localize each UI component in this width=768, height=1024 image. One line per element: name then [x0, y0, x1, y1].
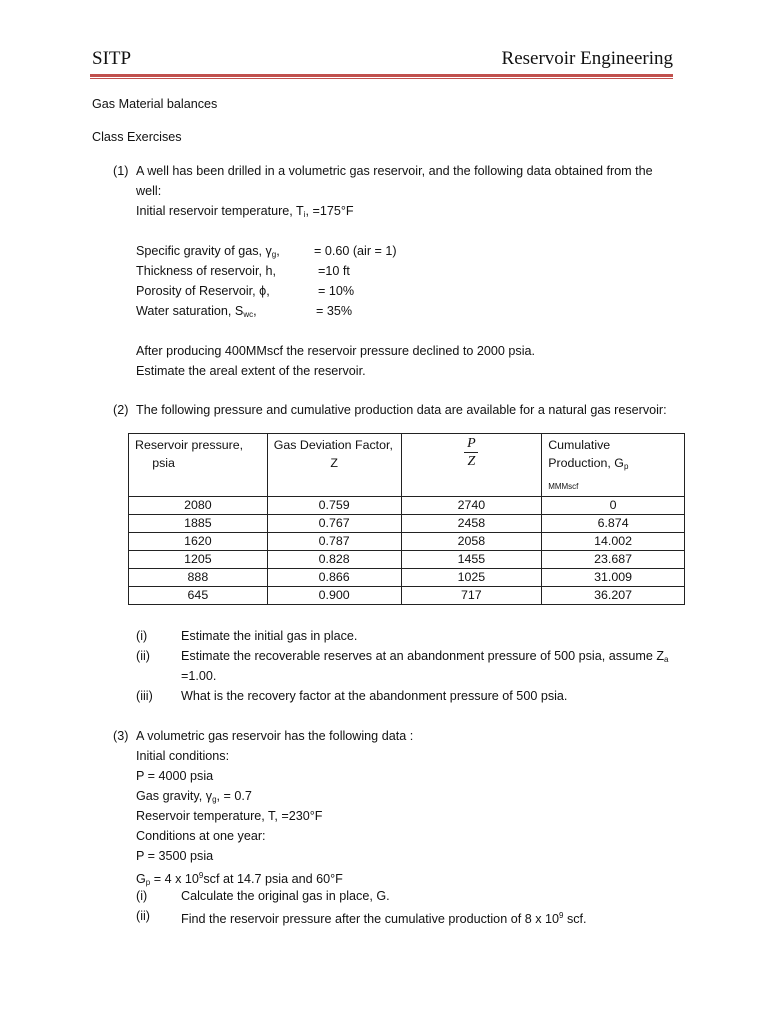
q3-number: (3) [113, 729, 129, 743]
q2-subq-number: (i) [136, 629, 148, 643]
doc-subtitle: Class Exercises [92, 130, 182, 144]
q1-after-line2: Estimate the areal extent of the reservoir. [136, 364, 366, 378]
q3-gp: $G_p = 4$ x $10^9scf$ at 14.7 psia and 60°F [136, 871, 343, 887]
q3-temperature: Reservoir temperature, T, =230°F [136, 809, 323, 823]
q3-subq-number: (ii) [136, 909, 150, 923]
q3-initial-label: Initial conditions: [136, 749, 230, 763]
col-header-z: Gas Deviation Factor, Z [267, 434, 401, 497]
header-rule-thick [90, 74, 673, 77]
q2-subq-text: Estimate the recoverable reserves at an abandonment pressure of 500 psia, assume $Z_a$ [181, 649, 669, 664]
page-header [92, 48, 673, 74]
col-header-cumulative: Cumulative Production, $G_p$ MMMscf [542, 434, 685, 497]
table-row: 888 0.866 1025 31.009 [129, 569, 685, 587]
q1-param-label: Specific gravity of gas, $\gamma_g$, [136, 244, 280, 259]
header-left: SITP [92, 48, 132, 69]
q2-number: (2) [113, 403, 129, 417]
q3-year-pressure: P = 3500 psia [136, 849, 214, 863]
q3-subq-text: Calculate the original gas in place, G. [181, 889, 390, 903]
col-header-pressure: Reservoir pressure, psia [129, 434, 268, 497]
q3-one-year-label: Conditions at one year: [136, 829, 266, 843]
q3-text: A volumetric gas reservoir has the following data : [136, 729, 414, 743]
q2-subq-text-cont: =1.00. [181, 669, 217, 683]
table-row: 645 0.900 717 36.207 [129, 587, 685, 605]
q1-param-value: = 0.60 (air = 1) [314, 244, 397, 258]
q2-subq-text: Estimate the initial gas in place. [181, 629, 358, 643]
q2-subq-number: (ii) [136, 649, 150, 663]
header-right: Reservoir Engineering [501, 48, 673, 69]
header-rule-thin [90, 78, 673, 79]
q1-text-line2: well: [136, 184, 162, 198]
q1-param-value: = 10% [318, 284, 355, 298]
q2-subq-text: What is the recovery factor at the abandonment pressure of 500 psia. [181, 689, 568, 703]
table-header-row [129, 434, 685, 497]
q3-gas-gravity: Gas gravity, $\gamma_g$, = 0.7 [136, 789, 252, 804]
doc-title: Gas Material balances [92, 97, 218, 111]
q1-number: (1) [113, 164, 129, 178]
q1-text-line1: A well has been drilled in a volumetric gas reservoir, and the following data obtained from the [136, 164, 653, 178]
q3-subq-text: Find the reservoir pressure after the cumulative production of 8 x $10^9$ scf. [181, 911, 587, 926]
table-row: 2080 0.759 2740 0 [129, 497, 685, 515]
pressure-production-table [128, 433, 685, 605]
q1-param-value: =10 ft [318, 264, 350, 278]
q1-param-label: Porosity of Reservoir, ϕ, [136, 284, 270, 298]
q2-text: The following pressure and cumulative production data are available for a natural gas reservoir: [136, 403, 667, 417]
q3-initial-pressure: P = 4000 psia [136, 769, 214, 783]
q1-after-line1: After producing 400MMscf the reservoir pressure declined to 2000 psia. [136, 344, 536, 358]
table-row: 1620 0.787 2058 14.002 [129, 533, 685, 551]
q2-subq-number: (iii) [136, 689, 153, 703]
p-over-z-fraction: $\frac{P}{Z}$ [464, 436, 478, 469]
q1-param-label: Thickness of reservoir, h, [136, 264, 276, 278]
table-row: 1205 0.828 1455 23.687 [129, 551, 685, 569]
q1-param-value: = 35% [316, 304, 353, 318]
table-row: 1885 0.767 2458 6.874 [129, 515, 685, 533]
q3-subq-number: (i) [136, 889, 148, 903]
col-header-p-over-z [401, 434, 542, 497]
q1-temperature: Initial reservoir temperature, $T_i$, =175°F [136, 204, 354, 219]
q1-param-label: Water saturation, $S_{wc}$, [136, 304, 257, 319]
